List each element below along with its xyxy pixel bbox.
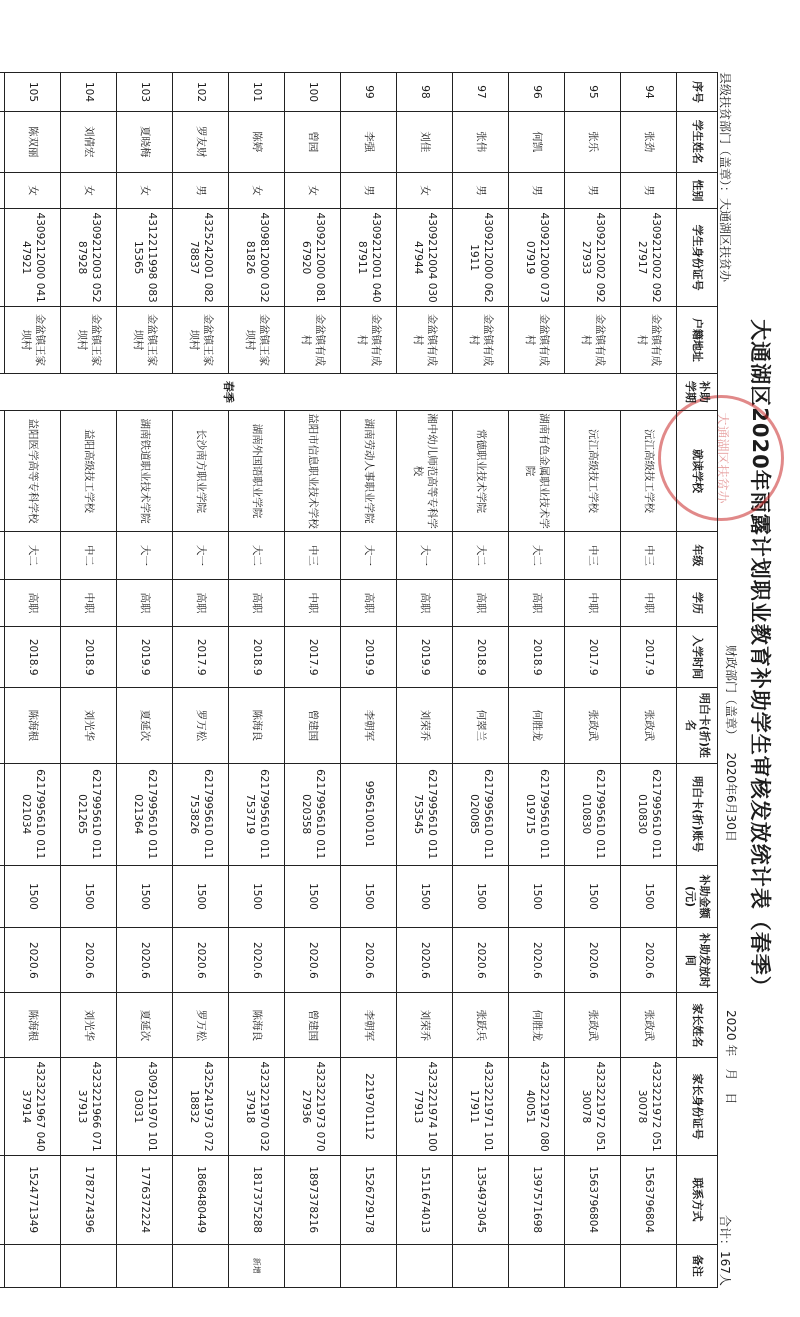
cell-phone: 1397571698 — [509, 1155, 565, 1244]
cell-pay-time: 2020.6 — [173, 928, 229, 993]
cell-gender: 男 — [565, 172, 621, 209]
cell-seq: 102 — [173, 73, 229, 112]
cell-address: 金盆镇王家坝村 — [229, 306, 285, 373]
cell-name: 夏晓梅 — [117, 111, 173, 172]
cell-phone: 1526729178 — [341, 1155, 397, 1244]
cell-level — [0, 579, 5, 627]
cell-pay-time — [0, 928, 5, 993]
cell-card-no: 6217995610 011753826 — [173, 763, 229, 865]
cell-pay-time: 2020.6 — [565, 928, 621, 993]
table-row — [341, 73, 397, 1288]
cell-remark — [341, 1244, 397, 1287]
cell-card-no: 6217995610 011753545 — [397, 763, 453, 865]
cell-enroll: 2018.9 — [5, 627, 61, 688]
cell-grade: 中三 — [285, 532, 341, 580]
cell-phone: 1787274396 — [61, 1155, 117, 1244]
cell-card-no: 6217995610 011010830 — [621, 763, 677, 865]
cell-card-name: 夏延次 — [117, 688, 173, 764]
cell-pay-time: 2020.6 — [397, 928, 453, 993]
cell-address — [0, 306, 5, 373]
cell-level: 中职 — [621, 579, 677, 627]
cell-level: 高职 — [453, 579, 509, 627]
cell-name: 何凯 — [509, 111, 565, 172]
header-seq: 序号 — [677, 73, 718, 112]
cell-school: 湖南有色金属职业技术学院 — [509, 410, 565, 531]
cell-school: 沅江高级技工学校 — [621, 410, 677, 531]
cell-level: 中职 — [565, 579, 621, 627]
cell-pay-time: 2020.6 — [229, 928, 285, 993]
cell-address: 金盆镇王家坝村 — [173, 306, 229, 373]
cell-address: 金盆镇王家坝村 — [61, 306, 117, 373]
cell-address: 金盆镇有成村 — [565, 306, 621, 373]
cell-school: 益阳市信息职业技术学校 — [285, 410, 341, 531]
cell-parent-id: 4323221972 05130078 — [565, 1058, 621, 1155]
cell-gender: 女 — [229, 172, 285, 209]
cell-name — [0, 111, 5, 172]
cell-parent-id — [0, 1058, 5, 1155]
cell-parent-id: 4323221966 07137913 — [61, 1058, 117, 1155]
cell-address: 金盆镇有成村 — [285, 306, 341, 373]
cell-name: 刘倩宏 — [61, 111, 117, 172]
cell-parent-id: 2219701112 — [341, 1058, 397, 1155]
cell-card-name: 何胜龙 — [509, 688, 565, 764]
table-row — [0, 73, 5, 1288]
table-row — [397, 73, 453, 1288]
cell-pay-time: 2020.6 — [621, 928, 677, 993]
table-row — [621, 73, 677, 1288]
cell-enroll: 2018.9 — [61, 627, 117, 688]
cell-grade: 中三 — [565, 532, 621, 580]
cell-school: 湖南外国语职业学院 — [229, 410, 285, 531]
cell-parent-id: 4323221973 07027936 — [285, 1058, 341, 1155]
cell-seq: 95 — [565, 73, 621, 112]
cell-pay-time: 2020.6 — [285, 928, 341, 993]
finance-label: 财政部门（盖章） — [724, 645, 738, 742]
cell-school — [0, 410, 5, 531]
cell-level: 中职 — [285, 579, 341, 627]
cell-amount: 1500 — [621, 865, 677, 928]
cell-parent — [0, 993, 5, 1058]
header-id: 学生身份证号 — [677, 209, 718, 306]
cell-card-name: 刘荣乔 — [397, 688, 453, 764]
cell-school: 湘中幼儿师范高等专科学校 — [397, 410, 453, 531]
cell-gender: 男 — [341, 172, 397, 209]
cell-level: 高职 — [397, 579, 453, 627]
cell-remark — [453, 1244, 509, 1287]
table-row — [117, 73, 173, 1288]
cell-name: 陈双丽 — [5, 111, 61, 172]
cell-remark — [61, 1244, 117, 1287]
cell-amount: 1500 — [565, 865, 621, 928]
cell-phone: 1354973045 — [453, 1155, 509, 1244]
cell-parent: 张政武 — [565, 993, 621, 1058]
table-row — [61, 73, 117, 1288]
cell-card-name — [0, 688, 5, 764]
cell-school: 沅江高级技工学校 — [565, 410, 621, 531]
cell-phone: 1817375288 — [229, 1155, 285, 1244]
cell-address: 金盆镇王家坝村 — [5, 306, 61, 373]
header-remark: 备注 — [677, 1244, 718, 1287]
cell-amount: 1500 — [397, 865, 453, 928]
cell-card-name: 李朝军 — [341, 688, 397, 764]
cell-parent-id: 4323221970 03237918 — [229, 1058, 285, 1155]
cell-phone: 1511674013 — [397, 1155, 453, 1244]
subsidy-table — [0, 72, 718, 1288]
cell-phone: 1868480449 — [173, 1155, 229, 1244]
cell-gender — [0, 172, 5, 209]
cell-parent: 陈海良 — [229, 993, 285, 1058]
cell-phone: 1563796804 — [565, 1155, 621, 1244]
cell-gender: 女 — [5, 172, 61, 209]
cell-grade: 大二 — [229, 532, 285, 580]
cell-pay-time: 2020.6 — [5, 928, 61, 993]
cell-phone: 1524771349 — [5, 1155, 61, 1244]
cell-id: 4309212002 09227933 — [565, 209, 621, 306]
cell-card-name: 刘光华 — [61, 688, 117, 764]
header-grade: 年级 — [677, 532, 718, 580]
cell-name: 刘佳 — [397, 111, 453, 172]
cell-grade: 大二 — [5, 532, 61, 580]
cell-card-no: 6217995610 011021034 — [5, 763, 61, 865]
header-address: 户籍地址 — [677, 306, 718, 373]
cell-enroll: 2018.9 — [509, 627, 565, 688]
cell-id: 4309212000 08167920 — [285, 209, 341, 306]
cell-pay-time: 2020.6 — [453, 928, 509, 993]
cell-amount: 1500 — [61, 865, 117, 928]
table-row — [509, 73, 565, 1288]
cell-enroll: 2017.9 — [285, 627, 341, 688]
cell-gender: 女 — [61, 172, 117, 209]
cell-id: 4309212000 0621911 — [453, 209, 509, 306]
header-phone: 联系方式 — [677, 1155, 718, 1244]
cell-id: 4309212004 03047944 — [397, 209, 453, 306]
cell-parent-id: 4323221972 08040051 — [509, 1058, 565, 1155]
cell-parent-id: 4323221971 10117911 — [453, 1058, 509, 1155]
cell-parent: 李朝军 — [341, 993, 397, 1058]
cell-remark — [509, 1244, 565, 1287]
cell-school: 常德职业技术学院 — [453, 410, 509, 531]
cell-remark — [173, 1244, 229, 1287]
cell-phone: 1897378216 — [285, 1155, 341, 1244]
cell-level: 高职 — [5, 579, 61, 627]
cell-seq: 99 — [341, 73, 397, 112]
cell-id: 4309212000 07307919 — [509, 209, 565, 306]
total-count: 合计：167人 — [718, 1215, 732, 1286]
cell-remark — [5, 1244, 61, 1287]
cell-gender: 男 — [173, 172, 229, 209]
cell-phone: 1563796804 — [621, 1155, 677, 1244]
cell-address: 金盆镇有成村 — [509, 306, 565, 373]
cell-remark — [0, 1244, 5, 1287]
table-row — [173, 73, 229, 1288]
cell-school: 湖南劳动人事职业学院 — [341, 410, 397, 531]
cell-phone: 1776372224 — [117, 1155, 173, 1244]
cell-seq: 96 — [509, 73, 565, 112]
cell-school: 益阳高级技工学校 — [61, 410, 117, 531]
cell-card-name: 陈海根 — [5, 688, 61, 764]
cell-id: 4309212001 04087911 — [341, 209, 397, 306]
cell-seq: 97 — [453, 73, 509, 112]
table-row — [453, 73, 509, 1288]
cell-level: 高职 — [117, 579, 173, 627]
cell-grade: 大一 — [341, 532, 397, 580]
cell-enroll: 2018.9 — [229, 627, 285, 688]
cell-level: 高职 — [341, 579, 397, 627]
header-semester: 补助学期 — [677, 374, 718, 411]
header-card-no: 明白卡(折)账号 — [677, 763, 718, 865]
cell-gender: 女 — [285, 172, 341, 209]
cell-parent-id: 4323221974 10077913 — [397, 1058, 453, 1155]
cell-id: 4309212000 04147921 — [5, 209, 61, 306]
cell-name: 张劲 — [621, 111, 677, 172]
cell-amount: 1500 — [509, 865, 565, 928]
cell-parent: 何胜龙 — [509, 993, 565, 1058]
header-amount: 补助金额(元) — [677, 865, 718, 928]
cell-card-no: 9956100101 — [341, 763, 397, 865]
semester-cell: 春季 — [0, 374, 677, 411]
cell-grade: 大一 — [117, 532, 173, 580]
cell-enroll: 2017.9 — [621, 627, 677, 688]
cell-amount: 1500 — [285, 865, 341, 928]
table-header-row — [677, 73, 718, 1288]
cell-address: 金盆镇有成村 — [453, 306, 509, 373]
cell-amount — [0, 865, 5, 928]
cell-name: 曾园 — [285, 111, 341, 172]
cell-parent: 刘荣乔 — [397, 993, 453, 1058]
cell-parent: 刘光华 — [61, 993, 117, 1058]
cell-id: 4312211998 08315365 — [117, 209, 173, 306]
cell-grade: 中三 — [621, 532, 677, 580]
date-label: 2020年6月30日 — [724, 752, 738, 842]
cell-seq: 104 — [61, 73, 117, 112]
cell-address: 金盆镇有成村 — [397, 306, 453, 373]
cell-card-no: 6217995610 011753719 — [229, 763, 285, 865]
cell-amount: 1500 — [5, 865, 61, 928]
cell-parent-id: 4323221972 05130078 — [621, 1058, 677, 1155]
cell-parent: 罗万松 — [173, 993, 229, 1058]
cell-level: 高职 — [173, 579, 229, 627]
cell-card-no: 6217995610 011010830 — [565, 763, 621, 865]
cell-gender: 男 — [509, 172, 565, 209]
cell-seq: 94 — [621, 73, 677, 112]
cell-seq: 101 — [229, 73, 285, 112]
header-school: 就读学校 — [677, 410, 718, 531]
cell-seq — [0, 73, 5, 112]
cell-amount: 1500 — [117, 865, 173, 928]
cell-id: 4309212002 09227917 — [621, 209, 677, 306]
cell-grade — [0, 532, 5, 580]
cell-enroll: 2019.9 — [397, 627, 453, 688]
cell-address: 金盆镇有成村 — [621, 306, 677, 373]
cell-pay-time: 2020.6 — [341, 928, 397, 993]
table-row — [5, 73, 61, 1288]
cell-id: 4325242001 08278837 — [173, 209, 229, 306]
cell-name: 李强 — [341, 111, 397, 172]
cell-parent-id: 4325241973 07218832 — [173, 1058, 229, 1155]
header-pay-time: 补助发放时间 — [677, 928, 718, 993]
cell-gender: 女 — [397, 172, 453, 209]
cell-seq: 105 — [5, 73, 61, 112]
header-parent: 家长姓名 — [677, 993, 718, 1058]
cell-seq: 100 — [285, 73, 341, 112]
cell-parent-id: 4309211970 10103031 — [117, 1058, 173, 1155]
cell-enroll: 2017.9 — [173, 627, 229, 688]
cell-gender: 男 — [453, 172, 509, 209]
cell-grade: 大二 — [453, 532, 509, 580]
cell-id: 4309812000 03281826 — [229, 209, 285, 306]
cell-parent-id: 4323221967 04037914 — [5, 1058, 61, 1155]
year-month-line: 2020 年 月 日 — [724, 1010, 738, 1105]
cell-enroll: 2017.9 — [565, 627, 621, 688]
cell-card-name: 陈海良 — [229, 688, 285, 764]
table-row — [565, 73, 621, 1288]
cell-address: 金盆镇有成村 — [341, 306, 397, 373]
table-row — [285, 73, 341, 1288]
document-title: 大通湖区2020年雨露计划职业教育补助学生审核发放统计表（春季） — [748, 319, 772, 998]
cell-name: 张乐 — [565, 111, 621, 172]
cell-card-no — [0, 763, 5, 865]
cell-level: 高职 — [509, 579, 565, 627]
cell-remark — [621, 1244, 677, 1287]
cell-address: 金盆镇王家坝村 — [117, 306, 173, 373]
cell-name: 陈婷 — [229, 111, 285, 172]
cell-card-name: 张政武 — [565, 688, 621, 764]
cell-amount: 1500 — [341, 865, 397, 928]
cell-card-no: 6217995610 011020358 — [285, 763, 341, 865]
cell-card-no: 6217995610 011019715 — [509, 763, 565, 865]
cell-enroll — [0, 627, 5, 688]
cell-remark — [565, 1244, 621, 1287]
cell-card-name: 罗万松 — [173, 688, 229, 764]
cell-pay-time: 2020.6 — [509, 928, 565, 993]
cell-seq: 98 — [397, 73, 453, 112]
cell-pay-time: 2020.6 — [61, 928, 117, 993]
cell-school: 益阳医学高等专科学校 — [5, 410, 61, 531]
cell-card-no: 6217995610 011020085 — [453, 763, 509, 865]
cell-name: 张伟 — [453, 111, 509, 172]
cell-name: 罗友财 — [173, 111, 229, 172]
cell-grade: 大一 — [173, 532, 229, 580]
cell-school: 湖南铁道职业技术学院 — [117, 410, 173, 531]
table-row — [229, 73, 285, 1288]
cell-parent: 陈海根 — [5, 993, 61, 1058]
cell-card-no: 6217995610 011021265 — [61, 763, 117, 865]
cell-level: 高职 — [229, 579, 285, 627]
header-level: 学历 — [677, 579, 718, 627]
cell-gender: 男 — [621, 172, 677, 209]
cell-amount: 1500 — [229, 865, 285, 928]
cell-parent: 张跃兵 — [453, 993, 509, 1058]
stamp-text: 大通湖区扶贫办 — [714, 412, 729, 504]
cell-parent: 张政武 — [621, 993, 677, 1058]
header-enroll: 入学时间 — [677, 627, 718, 688]
cell-seq: 103 — [117, 73, 173, 112]
cell-pay-time: 2020.6 — [117, 928, 173, 993]
cell-remark — [397, 1244, 453, 1287]
cell-id: 4309212003 05287928 — [61, 209, 117, 306]
cell-grade: 大二 — [509, 532, 565, 580]
cell-parent: 曾建国 — [285, 993, 341, 1058]
cell-level: 中职 — [61, 579, 117, 627]
cell-enroll: 2018.9 — [453, 627, 509, 688]
cell-card-no: 6217995610 011021364 — [117, 763, 173, 865]
county-department-line: 县级扶贫部门（盖章）：大通湖区扶贫办 — [718, 72, 732, 283]
cell-school: 长沙南方职业学院 — [173, 410, 229, 531]
cell-gender: 女 — [117, 172, 173, 209]
cell-grade: 中二 — [61, 532, 117, 580]
cell-remark — [117, 1244, 173, 1287]
cell-amount: 1500 — [453, 865, 509, 928]
cell-amount: 1500 — [173, 865, 229, 928]
cell-id — [0, 209, 5, 306]
cell-card-name: 曾建国 — [285, 688, 341, 764]
cell-grade: 大一 — [397, 532, 453, 580]
cell-card-name: 张政武 — [621, 688, 677, 764]
cell-remark — [285, 1244, 341, 1287]
cell-phone — [0, 1155, 5, 1244]
cell-enroll: 2019.9 — [341, 627, 397, 688]
table-body — [0, 73, 677, 1288]
header-parent-id: 家长身份证号 — [677, 1058, 718, 1155]
finance-department-line — [723, 645, 740, 842]
cell-parent: 夏延次 — [117, 993, 173, 1058]
cell-enroll: 2019.9 — [117, 627, 173, 688]
cell-remark: 新增 — [229, 1244, 285, 1287]
cell-card-name: 何翠兰 — [453, 688, 509, 764]
header-name: 学生姓名 — [677, 111, 718, 172]
header-gender: 性别 — [677, 172, 718, 209]
header-card-name: 明白卡(折)姓名 — [677, 688, 718, 764]
